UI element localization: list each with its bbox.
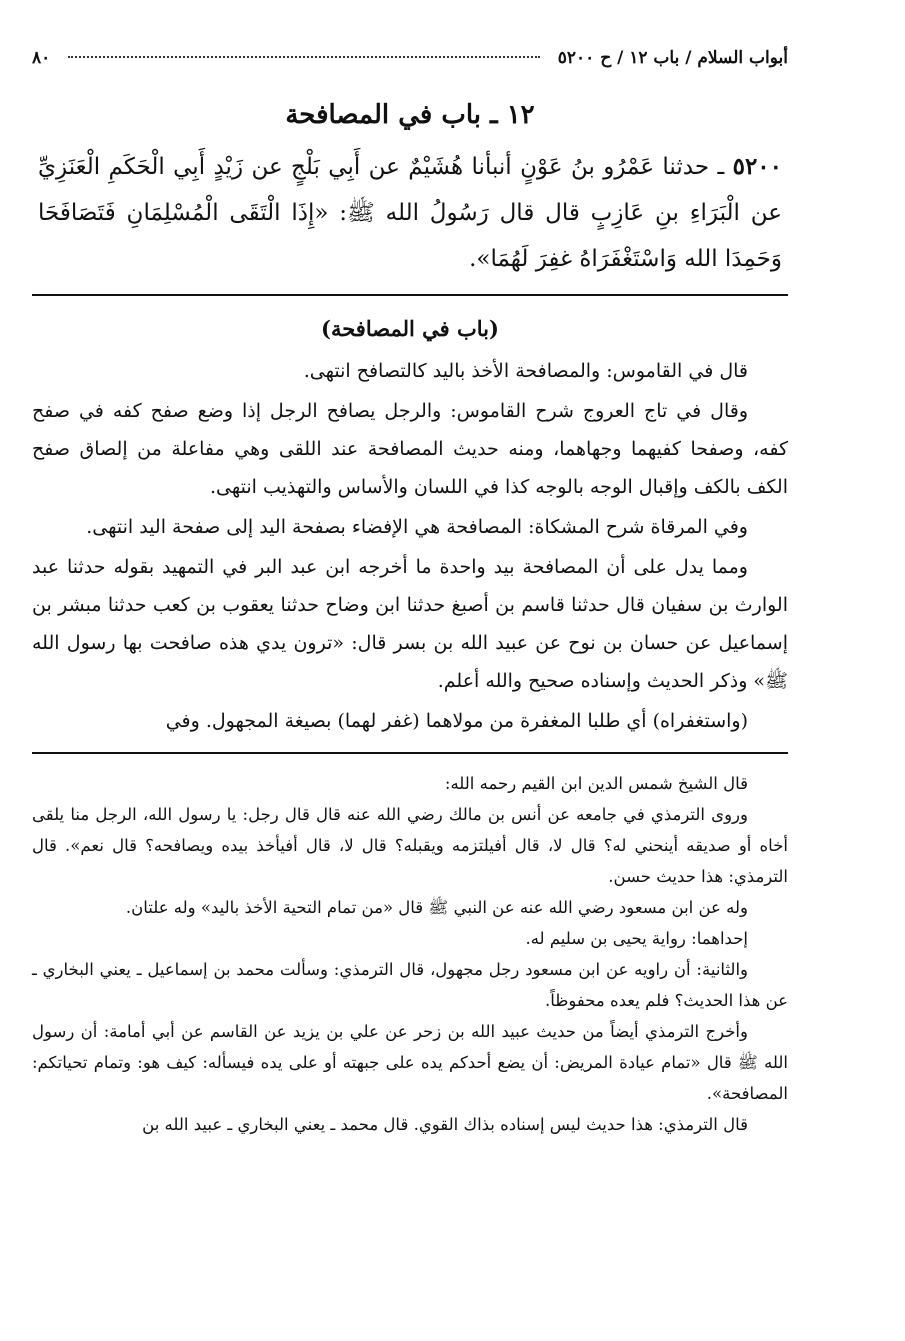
book-page [32, 48, 788, 1140]
hadith-text: ـ حدثنا عَمْرُو بنُ عَوْنٍ أنبأنا هُشَيْمٌ عن أَبِي بَلْجٍ عن زَيْدٍ أَبِي الْحَكَمِ الْعَنَزِيِّ عن الْبَرَاءِ بنِ عَازِبٍ قال قال رَسُولُ الله ﷺ: «إِذَا الْتَقَى الْمُسْلِمَانِ فَتَصَافَحَا وَحَمِدَا الله وَاسْتَغْفَرَاهُ غفِرَ لَهُمَا». [38, 154, 782, 272]
footnote-paragraph: قال الشيخ شمس الدين ابن القيم رحمه الله: [444, 774, 748, 793]
commentary-paragraph: وقال في تاج العروج شرح القاموس: والرجل يصافح الرجل إذا وضع صفح كفه في صفح كفه، وصفحا كفيهما وجهاهما، ومنه حديث المصافحة عند اللقى وهي مفاعلة من إلصاق صفح الكف بالكف وإقبال الوجه بالوجه كذا في اللسان والأساس والتهذيب انتهى. [32, 400, 788, 498]
commentary-paragraph: (واستغفراه) أي طلبا المغفرة من مولاهما (غفر لهما) بصيغة المجهول. وفي [165, 710, 748, 732]
commentary-paragraph: وفي المرقاة شرح المشكاة: المصافحة هي الإفضاء بصفحة اليد إلى صفحة اليد انتهى. [86, 516, 748, 538]
footnote-paragraph: وروى الترمذي في جامعه عن أنس بن مالك رضي الله عنه قال قال رجل: يا رسول الله، الرجل منا يلقى أخاه أو صديقه أينحني له؟ قال لا، قال أفيلتزمه ويقبله؟ قال لا، قال أفيأخذ بيده ويصافحه؟ قال نعم». قال الترمذي: هذا حديث حسن. [32, 805, 788, 886]
footnote-paragraph: وله عن ابن مسعود رضي الله عنه عن النبي ﷺ قال «من تمام التحية الأخذ باليد» وله علتان. [125, 898, 748, 917]
footnote-paragraph: قال الترمذي: هذا حديث ليس إسناده بذاك القوي. قال محمد ـ يعني البخاري ـ عبيد الله بن [142, 1115, 748, 1134]
hadith-number: ٥٢٠٠ [732, 153, 783, 180]
commentary-title: (باب في المصافحة) [321, 316, 499, 341]
running-title: أبواب السلام / باب ١٢ / ح ٥٢٠٠ [557, 48, 788, 68]
commentary-paragraph: قال في القاموس: والمصافحة الأخذ باليد كالتصافح انتهى. [303, 360, 748, 382]
running-header [32, 48, 788, 82]
footnote-paragraph: والثانية: أن راويه عن ابن مسعود رجل مجهول، قال الترمذي: وسألت محمد بن إسماعيل ـ يعني البخاري ـ عن هذا الحديث؟ فلم يعده محفوظاً. [32, 960, 788, 1010]
commentary-paragraph: ومما يدل على أن المصافحة بيد واحدة ما أخرجه ابن عبد البر في التمهيد بقوله حدثنا عبد الوارث بن سفيان قال حدثنا قاسم بن أصبغ حدثنا ابن وضاح حدثنا يعقوب بن كعب حدثنا مبشر بن إسماعيل عن حسان بن نوح عن عبيد الله بن بسر قال: «ترون يدي هذه صافحت بها رسول الله ﷺ» وذكر الحديث وإسناده صحيح والله أعلم. [32, 556, 788, 692]
section-divider [32, 294, 788, 296]
commentary-section [32, 310, 788, 740]
footnote-paragraph: إحداهما: رواية يحيى بن سليم له. [525, 929, 748, 948]
page-number: ٨٠ [32, 48, 51, 68]
leader-dots [68, 56, 539, 58]
footnote-section [32, 768, 788, 1140]
footnote-divider [32, 752, 788, 754]
hadith-text-block [38, 144, 782, 282]
chapter-title: ١٢ ـ باب في المصافحة [285, 100, 535, 130]
footnote-paragraph: وأخرج الترمذي أيضاً من حديث عبيد الله بن زحر عن علي بن يزيد عن القاسم عن أبي أمامة: أن رسول الله ﷺ قال «تمام عيادة المريض: أن يضع أحدكم يده على جبهته أو على يده فيسأله: كيف هو: وتمام تحياتكم: المصافحة». [32, 1022, 788, 1103]
